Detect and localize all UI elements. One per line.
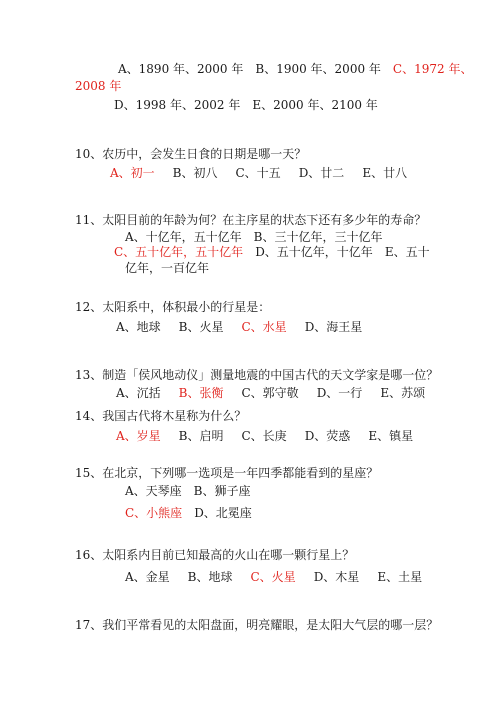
q14-option-b: B、启明 bbox=[178, 429, 224, 443]
q11-options-line1 bbox=[125, 230, 383, 244]
q10-option-b: B、初八 bbox=[172, 166, 218, 180]
q13-options bbox=[116, 386, 425, 400]
q16-question: 16、太阳系内目前已知最高的火山在哪一颗行星上？ bbox=[75, 548, 355, 562]
q11-options-line2 bbox=[114, 245, 430, 259]
q15-options-line2 bbox=[125, 506, 252, 520]
q16-option-e: E、土星 bbox=[377, 570, 423, 584]
q11-option-a: A、十亿年，五十亿年 bbox=[125, 230, 242, 244]
q16-option-a: A、金星 bbox=[125, 570, 170, 584]
q9-option-e: E、2000 年、2100 年 bbox=[252, 98, 378, 112]
q14-option-c: C、长庚 bbox=[241, 429, 287, 443]
q10-question: 10、农历中，会发生日食的日期是哪一天？ bbox=[75, 147, 307, 161]
q15-option-a: A、天琴座 bbox=[125, 484, 182, 498]
q14-option-a-answer: A、岁星 bbox=[116, 429, 161, 443]
q13-option-e: E、苏颂 bbox=[380, 386, 426, 400]
q16-option-b: B、地球 bbox=[187, 570, 233, 584]
q10-option-c: C、十五 bbox=[235, 166, 281, 180]
q16-options bbox=[125, 570, 422, 584]
q12-option-c-answer: C、水星 bbox=[241, 320, 287, 334]
q12-option-b: B、火星 bbox=[178, 320, 224, 334]
q10-option-a-answer: A、初一 bbox=[110, 166, 155, 180]
q12-question: 12、太阳系中，体积最小的行星是： bbox=[75, 300, 271, 314]
q15-question: 15、在北京，下列哪一选项是一年四季都能看到的星座？ bbox=[75, 466, 379, 480]
q13-option-d: D、一行 bbox=[316, 386, 363, 400]
q13-option-a: A、沉括 bbox=[116, 386, 161, 400]
q15-option-d: D、北冕座 bbox=[194, 506, 252, 520]
q9-option-d: D、1998 年、2002 年 bbox=[114, 98, 241, 112]
q11-option-b: B、三十亿年，三十亿年 bbox=[253, 230, 383, 244]
q17-question: 17、我们平常看见的太阳盘面，明亮耀眼，是太阳大气层的哪一层？ bbox=[75, 618, 439, 632]
q15-option-c-answer: C、小熊座 bbox=[125, 506, 183, 520]
q14-question: 14、我国古代将木星称为什么？ bbox=[75, 409, 247, 423]
q14-option-d: D、荧惑 bbox=[304, 429, 351, 443]
q16-option-d: D、木星 bbox=[313, 570, 360, 584]
q11-option-e: E、五十 bbox=[384, 245, 430, 259]
q10-option-d: D、廿二 bbox=[298, 166, 345, 180]
q13-question: 13、制造「侯风地动仪」测量地震的中国古代的天文学家是哪一位？ bbox=[75, 368, 439, 382]
q9-option-c-continued: 2008 年 bbox=[75, 79, 122, 93]
q14-option-e: E、镇星 bbox=[368, 429, 414, 443]
q11-option-d: D、五十亿年，十亿年 bbox=[255, 245, 373, 259]
q16-option-c-answer: C、火星 bbox=[250, 570, 296, 584]
q9-options-line2 bbox=[114, 98, 378, 112]
q14-options bbox=[116, 429, 413, 443]
q15-option-b: B、狮子座 bbox=[193, 484, 251, 498]
q13-option-c: C、郭守敬 bbox=[241, 386, 299, 400]
q9-option-a: A、1890 年、2000 年 bbox=[118, 62, 244, 76]
q10-options bbox=[110, 166, 407, 180]
q11-option-e-continued: 亿年，一百亿年 bbox=[125, 261, 210, 275]
q11-question: 11、太阳目前的年龄为何？在主序星的状态下还有多少年的寿命？ bbox=[75, 213, 427, 227]
q13-option-b-answer: B、张衡 bbox=[178, 386, 224, 400]
q9-options-line1 bbox=[118, 62, 472, 76]
q12-option-a: A、地球 bbox=[116, 320, 161, 334]
q9-option-c-answer: C、1972 年、 bbox=[392, 62, 473, 76]
q11-option-c-answer: C、五十亿年，五十亿年 bbox=[114, 245, 244, 259]
q10-option-e: E、廿八 bbox=[362, 166, 408, 180]
q12-option-d: D、海王星 bbox=[304, 320, 363, 334]
q12-options bbox=[116, 320, 362, 334]
q9-option-b: B、1900 年、2000 年 bbox=[255, 62, 381, 76]
q15-options-line1 bbox=[125, 484, 251, 498]
